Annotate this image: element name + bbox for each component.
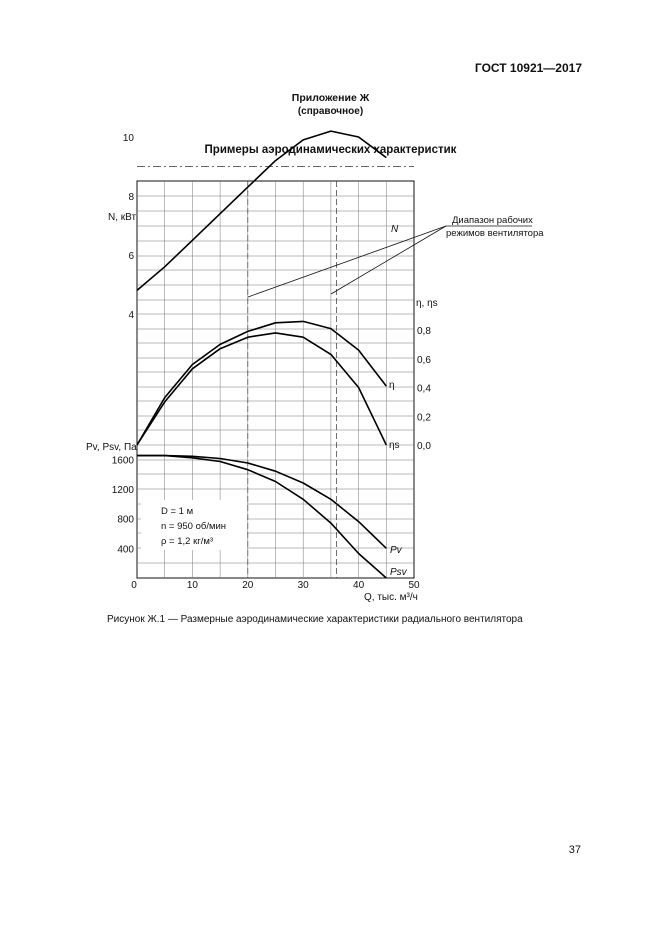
annotation-leader-right: [331, 226, 446, 294]
appendix-type: (справочное): [297, 106, 364, 117]
series-label-pv: Pv: [390, 545, 402, 556]
eta-tick-label: 0,4: [417, 383, 431, 395]
p-tick-label: 1600: [111, 455, 134, 467]
x-tick-label: 0: [131, 580, 137, 591]
eta-tick-label: 0,6: [417, 354, 431, 366]
annotation-leader-left: [248, 226, 446, 297]
n-tick-label: 10: [122, 133, 134, 144]
series-line-etas: [137, 333, 386, 445]
p-tick-label: 400: [117, 544, 134, 556]
p-axis-label: Pv, Psv, Па: [86, 442, 137, 453]
n-axis-label: N, кВт: [108, 212, 137, 223]
x-tick-label: 10: [186, 580, 198, 591]
x-tick-label: 20: [242, 580, 254, 591]
x-tick-label: 50: [408, 580, 420, 591]
section-title: Примеры аэродинамических характеристик: [204, 144, 457, 156]
x-tick-label: 40: [353, 580, 365, 591]
n-tick-label: 6: [128, 251, 134, 262]
n-tick-label: 8: [128, 192, 134, 203]
n-tick-label: 4: [128, 310, 134, 321]
page-number: 37: [568, 844, 581, 856]
param-speed: n = 950 об/мин: [161, 521, 227, 532]
eta-axis-label: η, ηs: [416, 298, 438, 309]
eta-tick-label: 0,0: [417, 441, 431, 452]
annotation-range-line2: режимов вентилятора: [446, 228, 544, 239]
param-density: ρ = 1,2 кг/м³: [161, 536, 214, 547]
series-label-etas: ηs: [389, 440, 400, 451]
series-label-n: N: [391, 224, 399, 235]
param-diameter: D = 1 м: [161, 506, 194, 517]
p-tick-label: 800: [117, 514, 134, 526]
series-line-eta: [137, 321, 386, 445]
appendix-title: Приложение Ж: [291, 92, 370, 104]
standard-number: ГОСТ 10921—2017: [474, 61, 582, 75]
q-axis-label: Q, тыс. м³/ч: [364, 592, 418, 603]
p-tick-label: 1200: [111, 484, 134, 496]
figure-caption: Рисунок Ж.1 — Размерные аэродинамические характеристики радиального вентилятора: [107, 614, 523, 625]
annotation-range-line1: Диапазон рабочих: [452, 215, 533, 226]
series-label-psv: Psv: [390, 567, 407, 578]
x-tick-label: 30: [297, 580, 309, 591]
eta-tick-label: 0,2: [417, 412, 431, 424]
eta-tick-label: 0,8: [417, 326, 431, 337]
series-label-eta: η: [389, 380, 395, 391]
